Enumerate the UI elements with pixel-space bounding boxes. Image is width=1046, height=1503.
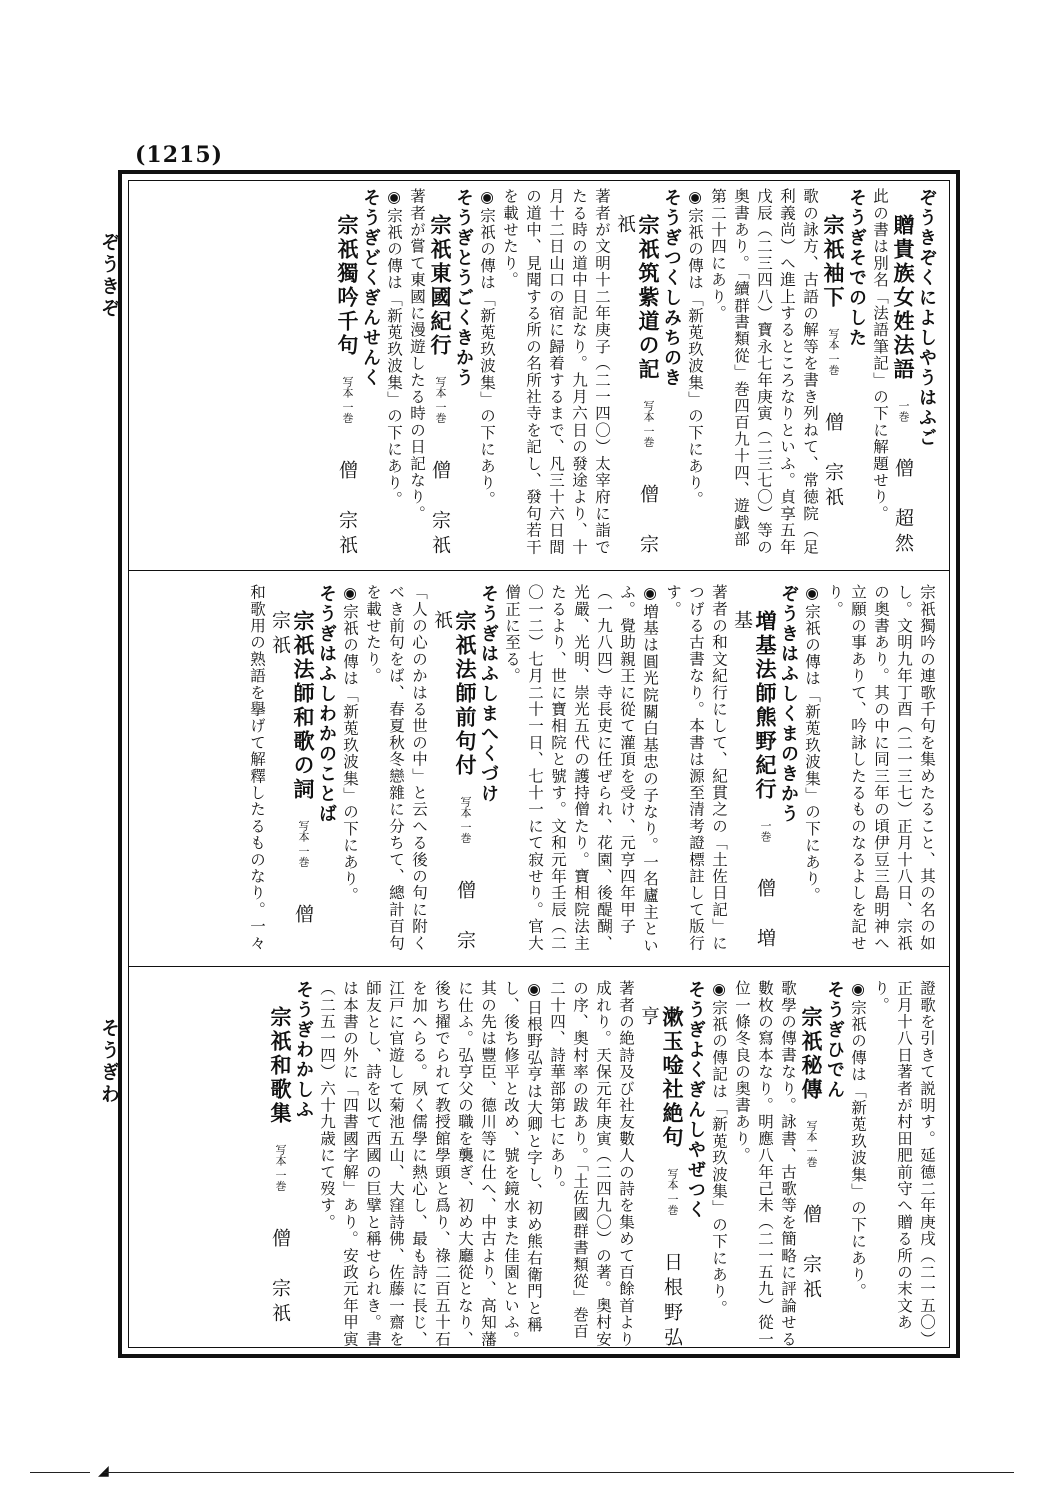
entry-title: 増基法師熊野紀行 <box>753 610 778 802</box>
entry-body-paragraph: 著者の和文紀行にして、紀貫之の「土佐日記」につげる古書なり。本書は源至清考證標註して版行す。 <box>664 584 728 952</box>
entry-title-line <box>268 610 315 958</box>
entry-volume-note: 写本 一巻 <box>341 376 354 424</box>
entry-body-paragraph: 和歌用の熟語を擧げて解釋したるものなり。一々 <box>248 584 266 952</box>
catalog-entry <box>683 188 868 562</box>
entry-author: 日根野弘亨 <box>638 1006 683 1352</box>
footer-rule <box>30 1472 90 1473</box>
entry-volume-note: 写本 一巻 <box>827 328 840 376</box>
entry-volume-note: 写本 一巻 <box>274 1144 287 1192</box>
entry-body-paragraph: ◉宗祇の傳記は「新莵玖波集」の下にあり。 <box>710 980 728 1317</box>
catalog-entry <box>868 188 938 562</box>
entry-author: 僧 宗祇 <box>336 459 358 560</box>
entry-heading: そうぎはふしまへくづけ <box>478 584 499 804</box>
vertical-text-column <box>140 584 938 958</box>
vertical-text-column <box>140 188 938 562</box>
catalog-entry <box>707 980 846 1354</box>
entry-volume-note: 写本 一巻 <box>642 400 655 448</box>
vertical-text-column <box>140 980 938 1354</box>
entry-body-paragraph: 著者の絶詩及び社友數人の詩を集めて百餘首より成れり。天保元年庚寅（二四九〇）の著。奥村安の序、奥村率の跋あり。「土佐國群書類從」巻百二十四、詩華部第七にあり。 <box>548 980 635 1348</box>
entry-title: 宗祇秘傳 <box>799 1006 824 1102</box>
catalog-entry <box>500 584 800 958</box>
entry-title: 宗祇法師前句付 <box>453 610 478 778</box>
entry-body-paragraph: 歌の詠方、古語の解等を書き列ねて、常徳院（足利義尚）へ進上するところなりといふ。貞享五年戊辰（二三四八）寶永七年庚寅（二三七〇）等の奥書あり。「續群書類從」巻四百九十四、遊戯部第二十四にあり。 <box>709 188 819 556</box>
entry-body-paragraph: 「人の心のかはる世の中」と云へる後の句に附くべき前句をば、春夏秋冬戀雜に分ちて、總計百句を載せたり。 <box>364 584 428 952</box>
entry-body-paragraph: ◉宗祇の傳は「新莵玖波集」の下にあり。 <box>478 188 496 508</box>
catalog-entry <box>268 980 315 1354</box>
side-label-top: ぞうきぞ <box>98 232 120 320</box>
text-band-middle <box>140 584 938 958</box>
entry-volume-note: 写本 一巻 <box>805 1120 818 1168</box>
entry-author: 僧 宗祇 <box>431 610 476 955</box>
entry-author: 僧 宗祇 <box>429 459 451 560</box>
entry-author: 僧 宗祇 <box>800 1203 822 1304</box>
entry-title-line <box>268 1006 292 1354</box>
entry-heading: そうぎよくぎんしやぜつく <box>685 980 706 1220</box>
entry-body-paragraph: 著者が嘗て東國に漫遊したる時の日記なり。 <box>408 188 426 522</box>
entry-heading: そうぎつくしみちのき <box>661 188 682 388</box>
entry-heading: ぞうきはふしくまのきかう <box>778 584 799 824</box>
entry-body-paragraph: 著者が文明十二年庚子（二一四〇）太宰府に詣でたる時の道中日記なり。九月六日の發途より、十月十二日山口の宿に歸着するまで、凡三十六日間の道中、見聞する所の名所社寺を記し、發句若干を載せたり。 <box>501 188 611 556</box>
page-number: (1215) <box>135 142 224 168</box>
entry-author: 僧 宗祇 <box>269 1227 291 1328</box>
entry-body-paragraph: ◉宗祇の傳は「新莵玖波集」の下にあり。 <box>849 980 867 1300</box>
entry-title-line <box>335 214 359 562</box>
entry-title-line <box>730 610 777 958</box>
entry-body-paragraph: 歌學の傳書なり。詠書、古歌等を簡略に評論せる數枚の寫本なり。明應八年己未（二一五九）從一位一條冬良の奥書あり。 <box>733 980 797 1348</box>
footer-rule <box>104 1472 1014 1473</box>
entry-body-paragraph: 宗祇獨吟の連歌千句を集めたること、其の名の如し。文明九年丁酉（二一三七）正月十八日、宗祇の奥書あり。其の中に同三年の頃伊豆三島明神へ立願の事ありて、吟詠したるものなるよしを記せり。 <box>826 584 936 952</box>
entry-volume-note: 一巻 <box>897 400 910 422</box>
entry-body-paragraph: ◉日根野弘亨は大卿と字し、初め熊右衛門と稱し、後ち修平と改め、號を鏡水また佳園といふ。其の先は豐臣、德川等に仕へ、中古より、高知藩に仕ふ。弘亨父の職を襲ぎ、初め大廳從となり、後ち擢でられて教授館學頭と爲り、祿二百五十石を加へらる。夙く儒學に熱心し、最も詩に長じ、江戸に官遊して菊池五山、大窪詩佛、佐藤一齋を師友とし、詩を以て西國の巨擘と稱せられき。書は本書の外に「四書國字解」あり。安政元年甲寅（二五一四）六十九歳にて歿す。 <box>318 980 543 1348</box>
entry-title-line <box>613 214 660 562</box>
band-divider <box>128 570 950 571</box>
footer-mark: ◢ <box>98 1463 109 1479</box>
entry-heading: そうぎどくぎんせんく <box>360 188 381 388</box>
entry-title-line <box>891 214 915 562</box>
entry-title: 宗祇東國紀行 <box>428 214 453 358</box>
text-band-top <box>140 188 938 562</box>
entry-title: 宗祇和歌集 <box>268 1006 293 1126</box>
entry-volume-note: 写本 一巻 <box>666 1168 679 1216</box>
band-divider <box>128 966 950 967</box>
catalog-entry <box>335 188 382 562</box>
entry-body-paragraph: 證歌を引きて説明す。延德二年庚戌（二一五〇）正月十八日著者が村田肥前守へ贈る所の末文あり。 <box>872 980 936 1348</box>
entry-body-paragraph: ◉宗祇の傳は「新莵玖波集」の下にあり。 <box>341 584 359 904</box>
entry-title: 贈貴族女姓法語 <box>891 214 916 382</box>
entry-title: 漱玉唫社絶句 <box>660 1006 685 1150</box>
catalog-entry <box>382 188 475 562</box>
side-label-bottom: そうぎわ <box>98 1018 120 1106</box>
catalog-entry <box>315 980 707 1354</box>
entry-author: 僧 宗祇 <box>822 411 844 512</box>
catalog-entry <box>245 584 338 958</box>
entry-author: 僧 宗祇 <box>614 214 659 559</box>
entry-heading: そうぎはふしわかのことば <box>316 584 337 824</box>
entry-body-paragraph: ◉宗祇の傳は「新莵玖波集」の下にあり。 <box>385 188 403 508</box>
entry-volume-note: 写本 一巻 <box>297 820 310 868</box>
entry-author: 僧 増基 <box>731 610 776 953</box>
entry-heading: ぞうきぞくによしやうはふご <box>916 188 937 448</box>
entry-volume-note: 一巻 <box>759 820 772 842</box>
page-frame <box>118 170 960 1358</box>
entry-title: 宗祇法師和歌の詞 <box>291 610 316 802</box>
entry-body-paragraph: ◉宗祇の傳は「新莵玖波集」の下にあり。 <box>803 584 821 904</box>
entry-heading: そうぎひでん <box>824 980 845 1100</box>
entry-title: 宗祇袖下 <box>821 214 846 310</box>
entry-author: 僧 超然 <box>892 458 914 558</box>
entry-title-line <box>799 1006 823 1354</box>
entry-heading: そうぎわかしふ <box>293 980 314 1120</box>
catalog-entry <box>846 980 938 1354</box>
catalog-entry <box>338 584 500 958</box>
entry-author: 僧 宗祇 <box>269 610 314 954</box>
entry-body-paragraph: 此の書は別名「法語筆記」の下に解題せり。 <box>871 188 889 522</box>
text-band-bottom <box>140 980 938 1354</box>
entry-title-line <box>821 214 845 562</box>
entry-title-line <box>430 610 477 958</box>
entry-body-paragraph: ◉宗祇の傳は「新莵玖波集」の下にあり。 <box>686 188 704 508</box>
entry-volume-note: 写本 一巻 <box>459 796 472 844</box>
entry-title: 宗祇筑紫道の記 <box>636 214 661 382</box>
entry-title: 宗祇獨吟千句 <box>335 214 360 358</box>
entry-heading: そうぎとうごくきかう <box>453 188 474 388</box>
entry-heading: そうぎそでのした <box>846 188 867 348</box>
entry-body-paragraph: ◉増基は圓光院關白基忠の子なり。一名廬主といふ。覺助親王に從て灌頂を受け、元亨四年甲子（一九八四）寺長吏に任ぜられ、花園、後醍醐、光嚴、光明、崇光五代の護持僧たり。寶相院法主たるより、世に寶相院と號す。文和元年壬辰（二〇一二）七月二十一日、七十一にて寂せり。官大僧正に至る。 <box>503 584 659 954</box>
entry-volume-note: 写本 一巻 <box>434 376 447 424</box>
catalog-entry <box>475 188 683 562</box>
entry-title-line <box>428 214 452 562</box>
catalog-entry <box>800 584 938 958</box>
entry-title-line <box>637 1006 684 1354</box>
